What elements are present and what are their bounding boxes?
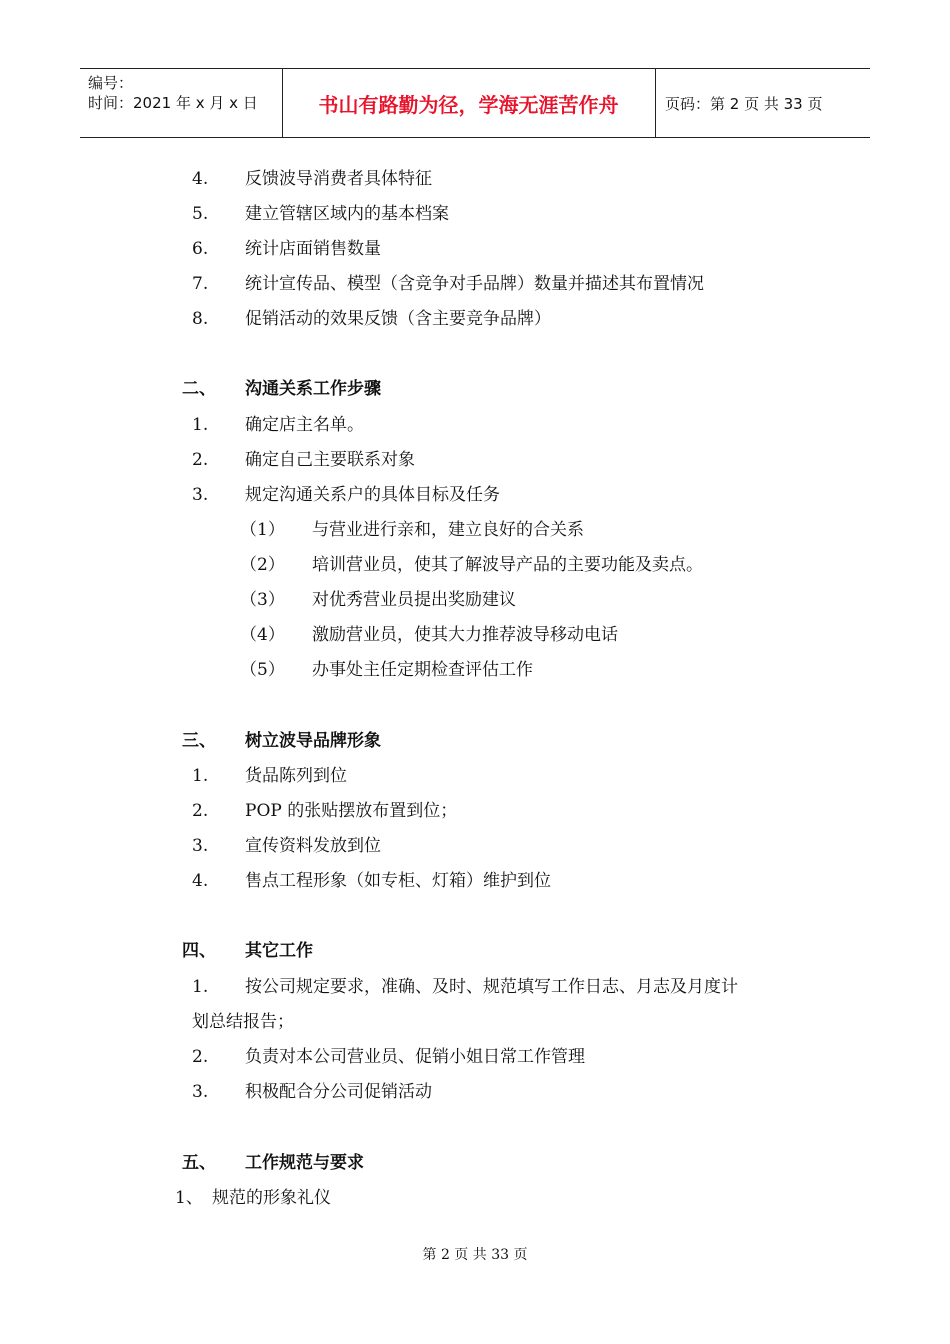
item-text: 规定沟通关系户的具体目标及任务: [245, 485, 500, 505]
date-label: 时间：2021 年 x 月 x 日: [88, 94, 258, 112]
section-number: 五、: [182, 1153, 216, 1173]
section-title: 其它工作: [245, 941, 313, 961]
item-text: 统计店面销售数量: [245, 239, 381, 259]
item-number: 3.: [192, 1082, 209, 1102]
item-text: 货品陈列到位: [245, 766, 347, 786]
item-number: 3.: [192, 836, 209, 856]
item-number: 6.: [192, 239, 209, 259]
item-number: 2.: [192, 1047, 209, 1067]
item-text: 建立管辖区域内的基本档案: [245, 204, 449, 224]
item-number: 2.: [192, 450, 209, 470]
item-text: 按公司规定要求，准确、及时、规范填写工作日志、月志及月度计: [245, 977, 738, 997]
page-footer: 第 2 页 共 33 页: [422, 1247, 528, 1263]
sub-item-text: 培训营业员，使其了解波导产品的主要功能及卖点。: [312, 555, 703, 575]
item-number: 1.: [192, 415, 209, 435]
sub-item-text: 激励营业员，使其大力推荐波导移动电话: [312, 625, 618, 645]
sub-item-number: （1）: [240, 520, 285, 540]
header-meta: [88, 73, 258, 113]
sub-item-text: 与营业进行亲和，建立良好的合关系: [312, 520, 584, 540]
item-text: 规范的形象礼仪: [212, 1188, 331, 1208]
section-title: 树立波导品牌形象: [245, 731, 381, 751]
section-number: 四、: [182, 941, 216, 961]
header-page-number: 页码：第 2 页 共 33 页: [665, 94, 823, 113]
item-text: 促销活动的效果反馈（含主要竞争品牌）: [245, 309, 551, 329]
item-text: 确定自己主要联系对象: [245, 450, 415, 470]
item-number: 2.: [192, 801, 209, 821]
item-number: 1.: [192, 766, 209, 786]
sub-item-text: 对优秀营业员提出奖励建议: [312, 590, 516, 610]
item-number: 4.: [192, 169, 209, 189]
item-text: 负责对本公司营业员、促销小姐日常工作管理: [245, 1047, 585, 1067]
item-text: 划总结报告；: [192, 1012, 294, 1032]
item-text: 确定店主名单。: [245, 415, 364, 435]
item-text: 宣传资料发放到位: [245, 836, 381, 856]
item-number: 4.: [192, 871, 209, 891]
sub-item-number: （2）: [240, 555, 285, 575]
section-number: 二、: [182, 379, 216, 399]
sub-item-number: （5）: [240, 660, 285, 680]
item-text: 统计宣传品、模型（含竞争对手品牌）数量并描述其布置情况: [245, 274, 704, 294]
serial-label: 编号：: [88, 74, 134, 92]
header-motto: 书山有路勤为径，学海无涯苦作舟: [318, 92, 619, 117]
sub-item-number: （4）: [240, 625, 285, 645]
item-number: 1.: [192, 977, 209, 997]
item-number: 8.: [192, 309, 209, 329]
section-number: 三、: [182, 731, 216, 751]
document-header: [80, 68, 870, 138]
section-title: 工作规范与要求: [245, 1153, 364, 1173]
section-title: 沟通关系工作步骤: [245, 379, 381, 399]
header-divider: [655, 69, 656, 137]
sub-item-text: 办事处主任定期检查评估工作: [312, 660, 533, 680]
item-number: 1、: [175, 1188, 203, 1208]
item-text: 反馈波导消费者具体特征: [245, 169, 432, 189]
item-text: POP 的张贴摆放布置到位；: [245, 801, 458, 821]
item-number: 3.: [192, 485, 209, 505]
item-number: 5.: [192, 204, 209, 224]
item-number: 7.: [192, 274, 209, 294]
item-text: 售点工程形象（如专柜、灯箱）维护到位: [245, 871, 551, 891]
sub-item-number: （3）: [240, 590, 285, 610]
item-text: 积极配合分公司促销活动: [245, 1082, 432, 1102]
